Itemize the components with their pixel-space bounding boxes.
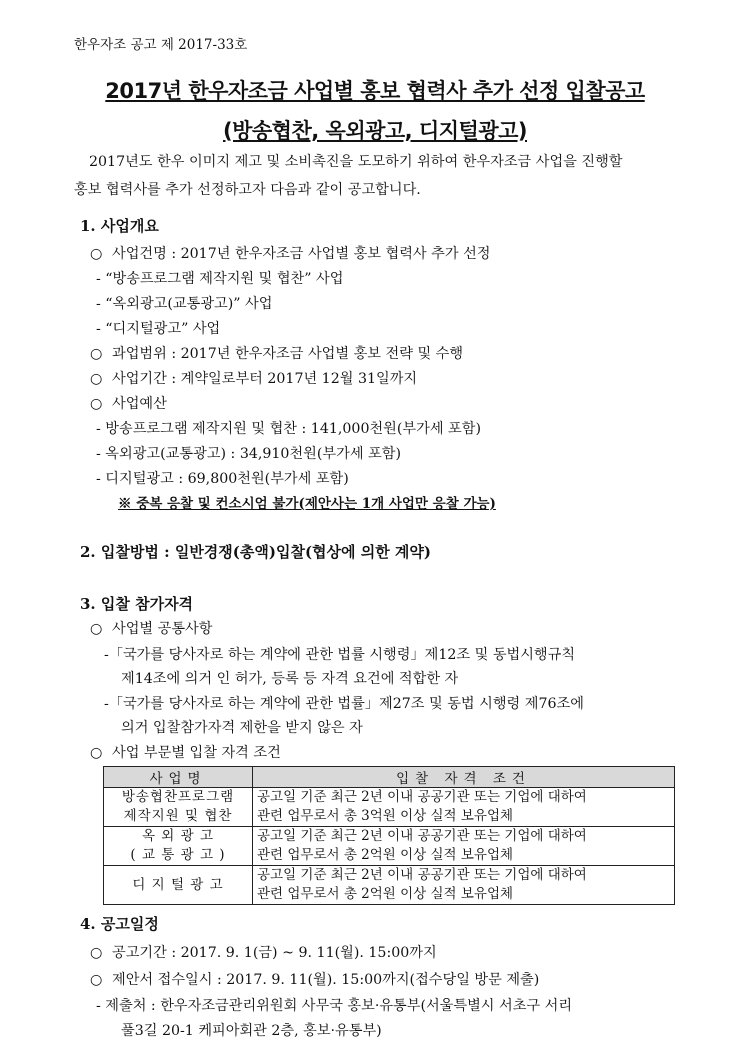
page-subtitle: (방송협찬, 옥외광고, 디지털광고) xyxy=(223,119,527,143)
list-item: - “방송프로그램 제작지원 및 협찬” 사업 xyxy=(96,271,344,287)
list-item: 풀3길 20-1 케피아회관 2층, 홍보·유통부) xyxy=(121,1023,382,1039)
section-2-heading: 2. 입찰방법 : 일반경쟁(총액)입찰(협상에 의한 계약) xyxy=(80,543,432,561)
section-1-heading: 1. 사업개요 xyxy=(80,217,159,235)
section-4-heading: 4. 공고일정 xyxy=(80,915,159,933)
list-item: - 제출처 : 한우자조금관리위원회 사무국 홍보·유통부(서울특별시 서초구 서리 xyxy=(96,998,573,1014)
circle-bullet-icon: ○ xyxy=(90,246,103,262)
business-name-cell: 방송협찬프로그램 제작지원 및 협찬 xyxy=(104,788,253,827)
table-row xyxy=(104,866,675,905)
list-item: -「국가를 당사자로 하는 계약에 관한 법률」제27조 및 동법 시행령 제76조에 xyxy=(104,696,584,712)
circle-bullet-icon: ○ xyxy=(90,346,103,362)
circle-bullet-icon: ○ xyxy=(90,396,103,412)
intro-line: 홍보 협력사를 추가 선정하고자 다음과 같이 공고합니다. xyxy=(74,182,421,198)
list-item: - 디지털광고 : 69,800천원(부가세 포함) xyxy=(96,471,349,487)
list-item: ○ 사업 부문별 입찰 자격 조건 xyxy=(90,745,281,761)
section-3-heading: 3. 입찰 참가자격 xyxy=(80,595,194,613)
qualification-table xyxy=(103,766,675,905)
notice-note: ※ 중복 응찰 및 컨소시엄 불가(제안사는 1개 사업만 응찰 가능) xyxy=(118,496,496,512)
list-item: ○ 공고기간 : 2017. 9. 1(금) ~ 9. 11(월). 15:00까지 xyxy=(90,945,437,961)
table-header-row xyxy=(104,767,675,788)
document-number: 한우자조 공고 제 2017-33호 xyxy=(74,37,248,53)
list-item: ○ 사업예산 xyxy=(90,396,167,412)
list-item: ○ 과업범위 : 2017년 한우자조금 사업별 홍보 전략 및 수행 xyxy=(90,346,464,362)
business-name-cell: 디 지 털 광 고 xyxy=(104,866,253,905)
list-item: 제14조에 의거 인 허가, 등록 등 자격 요건에 적합한 자 xyxy=(121,671,459,687)
list-item: ○ 사업건명 : 2017년 한우자조금 사업별 홍보 협력사 추가 선정 xyxy=(90,246,491,262)
column-header: 사업명 xyxy=(104,767,253,788)
business-name-cell: 옥 외 광 고 ( 교 통 광 고 ) xyxy=(104,827,253,866)
list-item: ○ 사업별 공통사항 xyxy=(90,621,213,637)
circle-bullet-icon: ○ xyxy=(90,371,103,387)
column-header: 입찰 자격 조건 xyxy=(253,767,675,788)
condition-cell: 공고일 기준 최근 2년 이내 공공기관 또는 기업에 대하여 관련 업무로서 총 3억원 이상 실적 보유업체 xyxy=(253,788,675,827)
list-item: ○ 제안서 접수일시 : 2017. 9. 11(월). 15:00까지(접수당일 방문 제출) xyxy=(90,972,540,988)
circle-bullet-icon: ○ xyxy=(90,745,103,761)
list-item: - 방송프로그램 제작지원 및 협찬 : 141,000천원(부가세 포함) xyxy=(96,421,481,437)
list-item: -「국가를 당사자로 하는 계약에 관한 법률 시행령」제12조 및 동법시행규칙 xyxy=(104,647,576,663)
table-row xyxy=(104,827,675,866)
circle-bullet-icon: ○ xyxy=(90,972,103,988)
list-item: - “옥외광고(교통광고)” 사업 xyxy=(96,296,273,312)
table-row xyxy=(104,788,675,827)
list-item: ○ 사업기간 : 계약일로부터 2017년 12월 31일까지 xyxy=(90,371,418,387)
circle-bullet-icon: ○ xyxy=(90,621,103,637)
list-item: - 옥외광고(교통광고) : 34,910천원(부가세 포함) xyxy=(96,446,401,462)
condition-cell: 공고일 기준 최근 2년 이내 공공기관 또는 기업에 대하여 관련 업무로서 총 2억원 이상 실적 보유업체 xyxy=(253,866,675,905)
intro-line: 2017년도 한우 이미지 제고 및 소비촉진을 도모하기 위하여 한우자조금 사업을 진행할 xyxy=(89,154,623,170)
page-title: 2017년 한우자조금 사업별 홍보 협력사 추가 선정 입찰공고 xyxy=(105,79,645,103)
intro-paragraph xyxy=(74,148,694,204)
list-item: - “디지털광고” 사업 xyxy=(96,321,221,337)
list-item: 의거 입찰참가자격 제한을 받지 않은 자 xyxy=(121,720,363,736)
condition-cell: 공고일 기준 최근 2년 이내 공공기관 또는 기업에 대하여 관련 업무로서 총 2억원 이상 실적 보유업체 xyxy=(253,827,675,866)
circle-bullet-icon: ○ xyxy=(90,945,103,961)
